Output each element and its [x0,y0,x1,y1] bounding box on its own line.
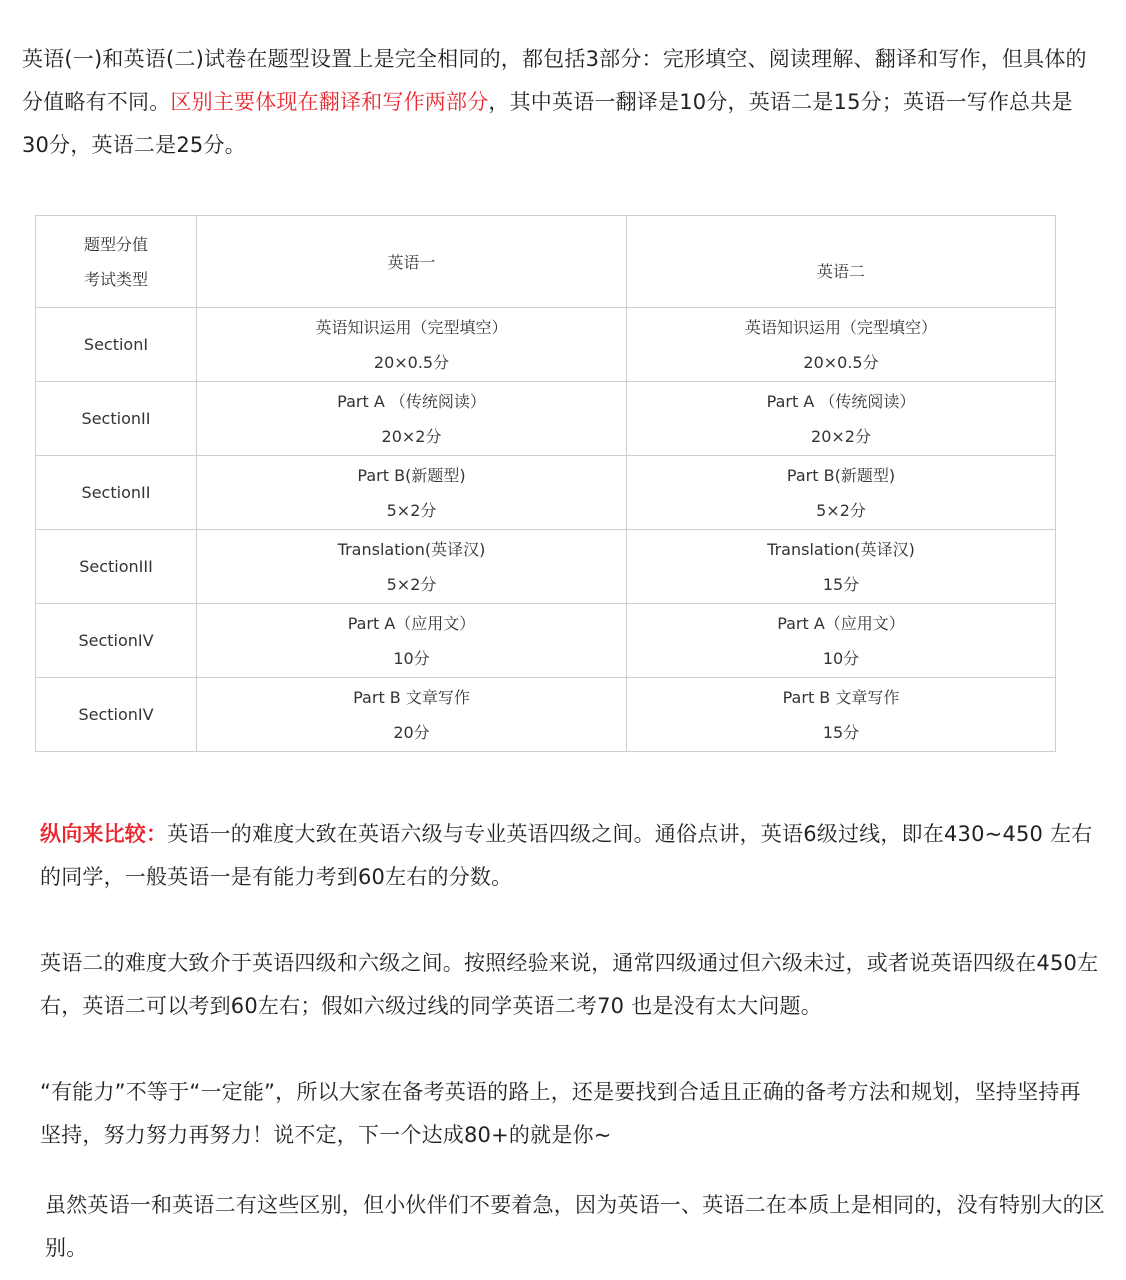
header-english-2 [627,216,1056,308]
english-1-cell [197,604,627,678]
english-2-cell [627,308,1056,382]
cell-line: 20×2分 [811,426,871,446]
english-1-cell [197,530,627,604]
cell-line: Translation(英译汉) [337,539,486,559]
cell-line: Part B(新题型) [786,465,896,485]
cell-line: Part B(新题型) [357,465,466,485]
cell-line: Translation(英译汉) [767,539,915,559]
intro-highlight: 区别主要体现在翻译和写作两部分 [170,90,489,114]
english-1-cell [197,382,627,456]
english-1-cell [197,308,627,382]
english-2-cell [627,382,1056,456]
section-cell: SectionI [36,308,197,382]
english-2-difficulty-paragraph: 英语二的难度大致介于英语四级和六级之间。按照经验来说，通常四级通过但六级未过，或者说英语四级在450左右，英语二可以考到60左右；假如六级过线的同学英语二考70 也是没有太大问题。 [40,951,1099,1018]
table-row [36,308,1056,382]
cell-line: Part A（应用文） [347,613,476,633]
intro-paragraph [22,38,1092,167]
cell-line: 10分 [393,648,430,668]
cell-line: 5×2分 [386,574,437,594]
english-2-cell [627,604,1056,678]
cell-line: 20分 [393,722,430,742]
table-header-row [36,216,1056,308]
cell-line: Part B 文章写作 [353,687,470,707]
english-1-cell [197,456,627,530]
intro-text-1: 英语(一)和英语(二)试卷在题型设置上是完全相同的，都包括3部分：完形填空、阅读理解、翻译和写作，但具体的分值略有不同。 [22,47,1087,114]
table-row [36,456,1056,530]
cell-line: 20×0.5分 [803,352,879,372]
english-2-cell [627,530,1056,604]
cell-line: Part A （传统阅读） [337,391,486,411]
summary-paragraph: 虽然英语一和英语二有这些区别，但小伙伴们不要着急，因为英语一、英语二在本质上是相同的，没有特别大的区别。 [45,1193,1105,1260]
cell-line: 5×2分 [386,500,437,520]
cell-line: 15分 [822,722,860,742]
cell-line: Part A （传统阅读） [766,391,916,411]
table-row [36,530,1056,604]
vertical-comparison-paragraph [40,813,1100,899]
cell-line: Part A（应用文） [777,613,905,633]
encouragement-paragraph: “有能力”不等于“一定能”，所以大家在备考英语的路上，还是要找到合适且正确的备考方法和规划，坚持坚持再坚持，努力努力再努力！说不定，下一个达成80+的就是你~ [40,1080,1081,1147]
section-cell: SectionIV [36,604,197,678]
header-english-1 [197,216,627,308]
cell-line: 5×2分 [816,500,866,520]
cell-line: 英语知识运用（完型填空） [315,317,508,337]
cell-line: 10分 [822,648,860,668]
score-comparison-table [35,215,1056,752]
vertical-comparison-text: 英语一的难度大致在英语六级与专业英语四级之间。通俗点讲，英语6级过线，即在430~450 左右的同学，一般英语一是有能力考到60左右的分数。 [40,822,1093,889]
corner-label-bottom: 考试类型 [83,269,148,289]
english-1-cell [197,678,627,752]
section-cell: SectionII [36,382,197,456]
vertical-comparison-label: 纵向来比较： [40,822,168,846]
table-row [36,382,1056,456]
header-corner-cell [36,216,197,308]
cell-line: 英语知识运用（完型填空） [744,317,937,337]
table-row [36,604,1056,678]
header-english-2-label: 英语二 [816,262,865,281]
section-cell: SectionII [36,456,197,530]
cell-line: 15分 [822,574,860,594]
table-row [36,678,1056,752]
section-cell: SectionIII [36,530,197,604]
english-2-cell [627,678,1056,752]
english-2-cell [627,456,1056,530]
header-english-1-label: 英语一 [387,253,436,272]
corner-label-top: 题型分值 [83,234,148,254]
cell-line: 20×2分 [381,426,442,446]
intro-text-2: ，其中英语一翻译是10分，英语二是15分；英语一写作总共是30分，英语二是25分。 [22,90,1073,157]
cell-line: Part B 文章写作 [782,687,900,707]
cell-line: 20×0.5分 [373,352,450,372]
section-cell: SectionIV [36,678,197,752]
